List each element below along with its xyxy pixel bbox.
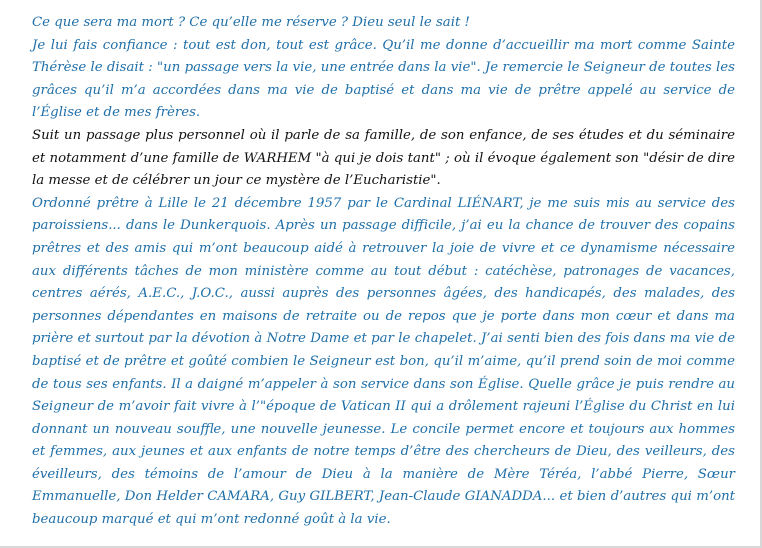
text-block bbox=[32, 12, 735, 532]
paragraph-confidence: Je lui fais confiance : tout est don, tout est grâce. Qu’il me donne d’accueillir ma mort comme Sainte Thérèse le disait : "un passage vers la vie, une entrée dans la vie". Je remercie le Seigneur de toutes les grâces qu’il m’a accordées dans ma vie de baptisé et dans ma vie de prêtre appelé au service de l’Église et de mes frères. bbox=[32, 37, 735, 121]
paragraph-opening-question: Ce que sera ma mort ? Ce qu’elle me réserve ? Dieu seul le sait ! bbox=[32, 15, 470, 30]
paragraph-personal-summary: Suit un passage plus personnel où il parle de sa famille, de son enfance, de ses études et du séminaire et notamment d’une famille de WARHEM "à qui je dois tant" ; où il évoque également son "désir de dire la messe et de célébrer un jour ce mystère de l’Eucharistie". bbox=[32, 127, 735, 189]
paragraph-ordination-ministry: Ordonné prêtre à Lille le 21 décembre 1957 par le Cardinal LIÉNART, je me suis mis au service des paroissiens... dans le Dunkerquois. Après un passage difficile, j’ai eu la chance de trouver des copains prêtres et des amis qui m’ont beaucoup aidé à retrouver la joie de vivre et ce dynamisme nécessaire aux différents tâches de mon ministère comme au tout début : catéchèse, patronages de vacances, centres aérés, A.E.C., J.O.C., aussi auprès des personnes âgées, des handicapés, des malades, des personnes dépendantes en maisons de retraite ou de repos que je porte dans mon cœur et dans ma prière et surtout par la dévotion à Notre Dame et par le chapelet. J’ai senti bien des fois dans ma vie de baptisé et de prêtre et goûté combien le Seigneur est bon, qu’il m’aime, qu’il prend soin de moi comme de tous ses enfants. Il a daigné m’appeler à son service dans son Église. Quelle grâce je puis rendre au Seigneur de m’avoir fait vivre à l’"époque de Vatican II qui a drôlement rajeuni l’Église du Christ en lui donnant un nouveau souffle, une nouvelle jeunesse. Le concile permet encore et toujours aux hommes et femmes, aux jeunes et aux enfants de notre temps d’être des chercheurs de Dieu, des veilleurs, des éveilleurs, des témoins de l’amour de Dieu à la manière de Mère Téréa, l’abbé Pierre, Sœur Emmanuelle, Don Helder CAMARA, Guy GILBERT, Jean-Claude GIANADDA... et bien d’autres qui m’ont beaucoup marqué et qui m’ont redonné goût à la vie. bbox=[32, 195, 735, 528]
